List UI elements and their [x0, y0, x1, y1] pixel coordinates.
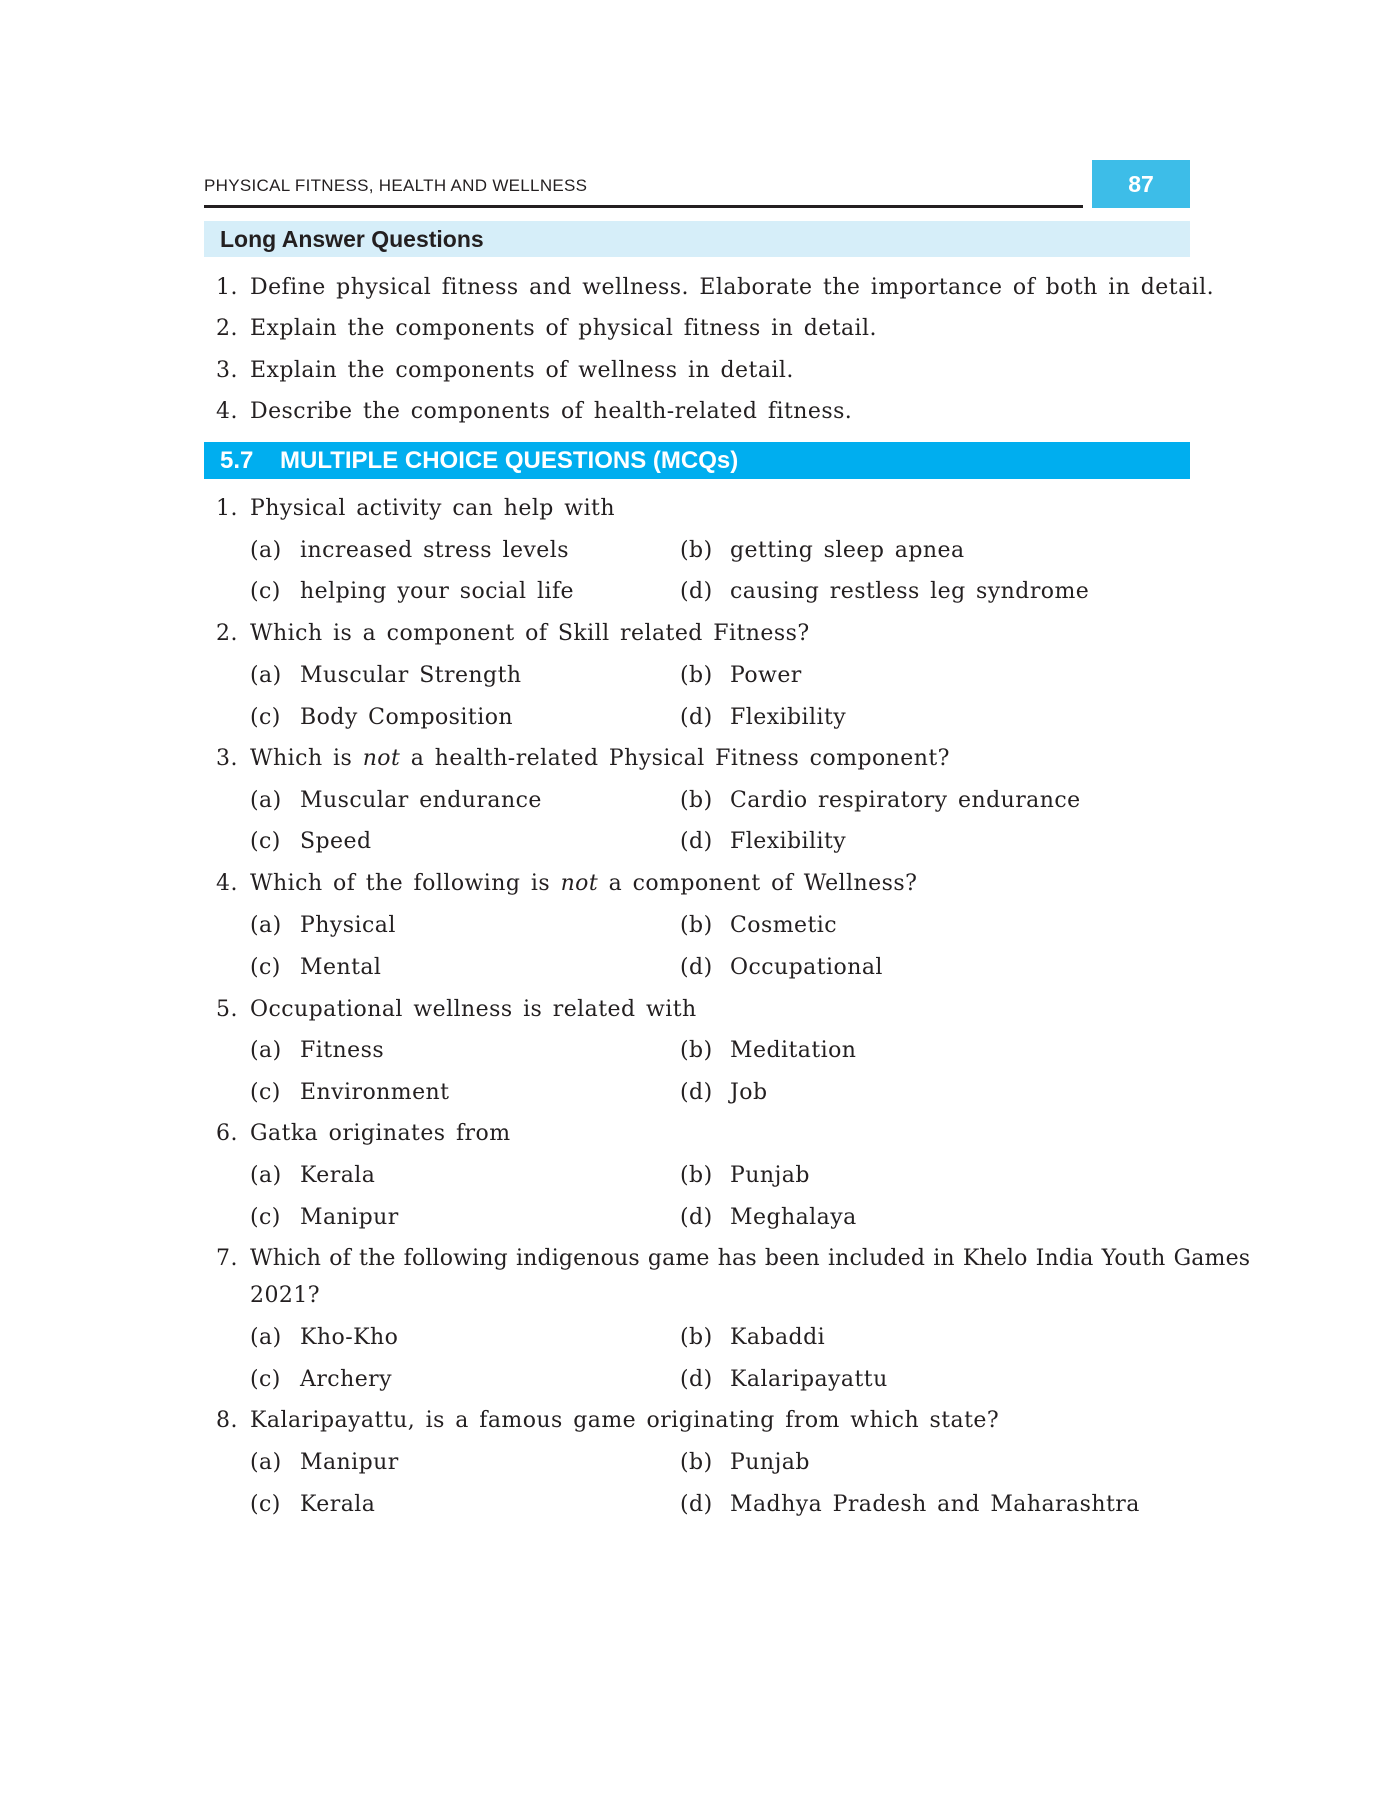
option-label: (b): [680, 1450, 713, 1475]
option-a: Fitness: [300, 1038, 385, 1063]
option-c: Body Composition: [300, 705, 514, 730]
question-emphasis: not: [362, 746, 401, 771]
question-text: Which of the following indigenous game has been included in Khelo India Youth Games: [250, 1246, 1251, 1271]
option-c: Manipur: [300, 1205, 399, 1230]
question-text-before: Which is: [250, 746, 353, 771]
option-label: (c): [250, 955, 281, 980]
option-label: (b): [680, 1038, 713, 1063]
option-b: getting sleep apnea: [730, 538, 965, 563]
option-label: (b): [680, 788, 713, 813]
option-label: (d): [680, 955, 713, 980]
option-c: Speed: [300, 829, 372, 854]
question-text: Occupational wellness is related with: [250, 997, 697, 1022]
header-rule: [204, 205, 1083, 208]
option-label: (d): [680, 1205, 713, 1230]
option-label: (c): [250, 705, 281, 730]
question-text: [250, 870, 917, 898]
option-label: (d): [680, 1367, 713, 1392]
option-label: (c): [250, 829, 281, 854]
section-title: MULTIPLE CHOICE QUESTIONS (MCQs): [280, 446, 739, 474]
option-b: Cosmetic: [730, 913, 838, 938]
running-header: PHYSICAL FITNESS, HEALTH AND WELLNESS: [204, 176, 588, 195]
question-text: Physical activity can help with: [250, 496, 615, 521]
option-d: Occupational: [730, 955, 883, 980]
question-text-before: Which of the following is: [250, 871, 551, 896]
page-number: 87: [1092, 160, 1190, 208]
option-d: Madhya Pradesh and Maharashtra: [730, 1492, 1140, 1517]
option-c: Environment: [300, 1080, 450, 1105]
option-c: Kerala: [300, 1492, 376, 1517]
mcq-section-heading: [204, 442, 1190, 479]
option-a: Kerala: [300, 1163, 376, 1188]
option-label: (a): [250, 788, 282, 813]
option-label: (a): [250, 913, 282, 938]
question-number: 2.: [216, 316, 238, 341]
option-label: (a): [250, 1163, 282, 1188]
option-label: (c): [250, 1080, 281, 1105]
question-text-line-2: 2021?: [250, 1283, 321, 1308]
question-number: 2.: [216, 621, 238, 646]
option-label: (c): [250, 1367, 281, 1392]
option-label: (b): [680, 1163, 713, 1188]
option-label: (c): [250, 1205, 281, 1230]
option-b: Power: [730, 663, 802, 688]
option-b: Punjab: [730, 1163, 810, 1188]
option-d: Job: [730, 1080, 768, 1105]
option-d: Flexibility: [730, 829, 847, 854]
option-a: Muscular endurance: [300, 788, 542, 813]
option-d: Flexibility: [730, 705, 847, 730]
option-label: (a): [250, 1038, 282, 1063]
option-c: helping your social life: [300, 579, 575, 604]
option-label: (a): [250, 538, 282, 563]
option-a: Muscular Strength: [300, 663, 522, 688]
question-text-after: a health-related Physical Fitness component?: [410, 746, 950, 771]
option-label: (d): [680, 1080, 713, 1105]
question-number: 3.: [216, 746, 238, 771]
question-text: Define physical fitness and wellness. Elaborate the importance of both in detail.: [250, 275, 1215, 300]
option-a: Physical: [300, 913, 396, 938]
question-text: Describe the components of health-related fitness.: [250, 399, 853, 424]
option-b: Kabaddi: [730, 1325, 826, 1350]
question-text: Gatka originates from: [250, 1121, 511, 1146]
option-label: (a): [250, 1325, 282, 1350]
option-label: (d): [680, 1492, 713, 1517]
question-emphasis: not: [560, 871, 599, 896]
question-text: Kalaripayattu, is a famous game originating from which state?: [250, 1408, 1000, 1433]
option-d: Kalaripayattu: [730, 1367, 888, 1392]
option-label: (a): [250, 1450, 282, 1475]
option-label: (d): [680, 829, 713, 854]
question-number: 8.: [216, 1408, 238, 1433]
option-c: Mental: [300, 955, 382, 980]
option-label: (b): [680, 538, 713, 563]
section-number: 5.7: [220, 446, 254, 474]
option-label: (b): [680, 1325, 713, 1350]
question-number: 4.: [216, 871, 238, 896]
option-c: Archery: [300, 1367, 393, 1392]
option-label: (a): [250, 663, 282, 688]
option-b: Meditation: [730, 1038, 857, 1063]
question-number: 4.: [216, 399, 238, 424]
question-text-after: a component of Wellness?: [608, 871, 918, 896]
long-answer-heading: Long Answer Questions: [204, 221, 1190, 257]
option-label: (c): [250, 1492, 281, 1517]
question-text: [250, 745, 950, 773]
option-label: (d): [680, 579, 713, 604]
question-text: Explain the components of wellness in detail.: [250, 358, 794, 383]
question-text: Which is a component of Skill related Fitness?: [250, 621, 810, 646]
option-label: (d): [680, 705, 713, 730]
question-number: 5.: [216, 997, 238, 1022]
question-number: 1.: [216, 496, 238, 521]
option-label: (b): [680, 913, 713, 938]
option-label: (c): [250, 579, 281, 604]
option-a: Manipur: [300, 1450, 399, 1475]
question-number: 1.: [216, 275, 238, 300]
question-number: 7.: [216, 1246, 238, 1271]
question-text: Explain the components of physical fitness in detail.: [250, 316, 877, 341]
question-number: 3.: [216, 358, 238, 383]
option-a: Kho-Kho: [300, 1325, 399, 1350]
option-d: causing restless leg syndrome: [730, 579, 1090, 604]
option-b: Punjab: [730, 1450, 810, 1475]
option-label: (b): [680, 663, 713, 688]
option-a: increased stress levels: [300, 538, 569, 563]
option-d: Meghalaya: [730, 1205, 857, 1230]
option-b: Cardio respiratory endurance: [730, 788, 1081, 813]
question-number: 6.: [216, 1121, 238, 1146]
